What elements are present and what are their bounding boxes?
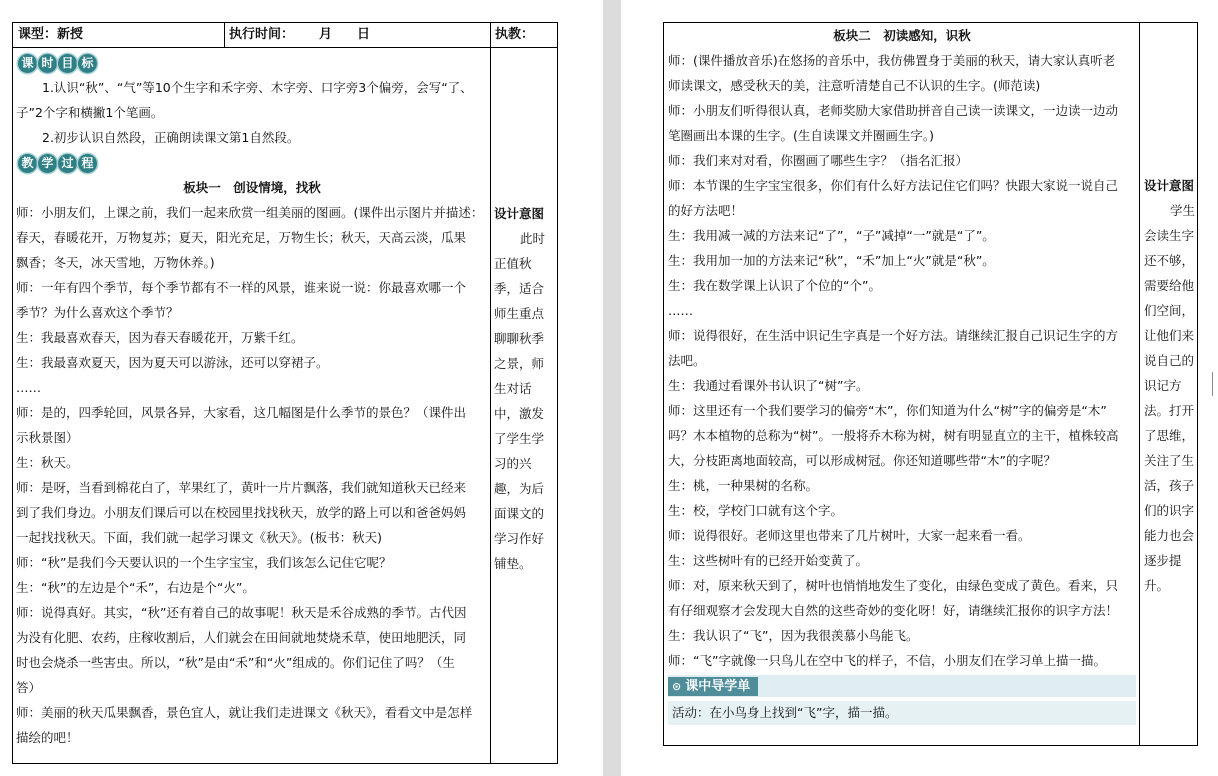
text-line: 会读生字 bbox=[1144, 228, 1195, 243]
text-line: 师：“飞”字就像一只鸟儿在空中飞的样子，不信，小朋友们在学习单上描一描。 bbox=[668, 653, 1106, 668]
text-line: 生：校，学校门口就有这个字。 bbox=[668, 503, 844, 518]
day-label: 日 bbox=[357, 27, 371, 42]
text-line: 师：“秋”是我们今天要认识的一个生字宝宝，我们该怎么记住它呢？ bbox=[16, 555, 392, 570]
text-line: 法吧。 bbox=[668, 353, 706, 368]
text-line: 升。 bbox=[1144, 578, 1170, 593]
badge-lesson-goals bbox=[18, 54, 97, 73]
text-line: 师：美丽的秋天瓜果飘香，景色宜人，就让我们走进课文《秋天》，看看文中是怎样 bbox=[16, 705, 473, 720]
text-line: 学习作好 bbox=[494, 531, 545, 546]
text-line: …… bbox=[668, 303, 693, 318]
text-line: 关注了生 bbox=[1144, 453, 1195, 468]
month-label: 月 bbox=[319, 27, 333, 42]
text-line: 铺垫。 bbox=[494, 556, 532, 571]
main-content-left bbox=[16, 50, 488, 750]
text-line: 大，分枝距离地面较高，可以形成树冠。你还知道哪些带“木”的字呢？ bbox=[668, 453, 1056, 468]
text-line: 生：秋天。 bbox=[16, 455, 79, 470]
design-intent-title: 设计意图 bbox=[1144, 178, 1195, 193]
text-line: 有仔细观察才会发现大自然的这些奇妙的变化呀！好，请继续汇报你的识字方法！ bbox=[668, 603, 1119, 618]
text-line: 了思维， bbox=[1144, 428, 1195, 443]
text-line: 师：说得很好。老师这里也带来了几片树叶，大家一起来看一看。 bbox=[668, 528, 1031, 543]
text-line: 识记方 bbox=[1144, 378, 1182, 393]
text-line: 趣，为后 bbox=[494, 481, 545, 496]
badge-char: 教 bbox=[18, 154, 37, 173]
lesson-table-left bbox=[12, 22, 558, 764]
text-line: 生：这些树叶有的已经开始变黄了。 bbox=[668, 553, 869, 568]
text-line: 春天，春暖花开，万物复苏；夏天，阳光充足，万物生长；秋天，天高云淡，瓜果 bbox=[16, 230, 467, 245]
text-line: 季节？为什么喜欢这个季节？ bbox=[16, 305, 179, 320]
block-title: 板块二 初读感知，识秋 bbox=[833, 28, 971, 43]
text-line: 学生 bbox=[1170, 203, 1196, 218]
text-line: 们的识字 bbox=[1144, 503, 1195, 518]
exec-time-label: 执行时间： bbox=[229, 27, 295, 42]
text-line: 师：本节课的生字宝宝很多，你们有什么好方法记住它们吗？快跟大家说一说自己 bbox=[668, 178, 1119, 193]
text-line: 师：说得真好。其实，“秋”还有着自己的故事呢！秋天是禾谷成熟的季节。古代因 bbox=[16, 605, 467, 620]
text-line: 一起找找秋天。下面，我们就一起学习课文《秋天》。(板书：秋天) bbox=[16, 530, 383, 545]
text-line: 师：我们来对对看，你圈画了哪些生字？（指名汇报） bbox=[668, 153, 969, 168]
text-line: 生：我在数学课上认识了个位的“个”。 bbox=[668, 278, 881, 293]
text-line: 正值秋 bbox=[494, 256, 532, 271]
text-line: 生：我用减一减的方法来记“了”，“子”减掉“一”就是“了”。 bbox=[668, 228, 995, 243]
text-line: 了学生学 bbox=[494, 431, 545, 446]
text-line: 师：是呀，当看到棉花白了，苹果红了，黄叶一片片飘落，我们就知道秋天已经来 bbox=[16, 480, 467, 495]
text-line: 时也会烧杀一些害虫。所以，“秋”是由“禾”和“火”组成的。你们记住了吗？（生 bbox=[16, 655, 455, 670]
text-line: 聊聊秋季 bbox=[494, 331, 545, 346]
design-intent-text bbox=[1144, 198, 1200, 598]
text-line: 师：是的，四季轮回，风景各异，大家看，这几幅图是什么季节的景色？（课件出 bbox=[16, 405, 467, 420]
text-line: 们空间， bbox=[1144, 303, 1195, 318]
text-line: 的好方法吧！ bbox=[668, 203, 744, 218]
text-line: 生：我认识了“飞”，因为我很羡慕小鸟能飞。 bbox=[668, 628, 919, 643]
ruler-marker bbox=[1212, 372, 1216, 396]
text-line: 师生重点 bbox=[494, 306, 545, 321]
right-page bbox=[621, 0, 1218, 776]
text-line: …… bbox=[16, 380, 41, 395]
text-line: 师：小朋友们，上课之前，我们一起来欣赏一组美丽的图画。(课件出示图片并描述： bbox=[16, 205, 484, 220]
lesson-type: 课型：新授 bbox=[18, 27, 84, 42]
text-line: 生对话 bbox=[494, 381, 532, 396]
side-column-divider bbox=[490, 23, 491, 763]
design-intent-right bbox=[1144, 173, 1200, 598]
text-line: 答） bbox=[16, 680, 42, 695]
text-line: 还不够， bbox=[1144, 253, 1195, 268]
text-line: 需要给他 bbox=[1144, 278, 1195, 293]
teacher-label: 执教： bbox=[495, 27, 535, 42]
goal-line: 子”2个字和横撇1个笔画。 bbox=[16, 105, 164, 120]
side-column-divider bbox=[1139, 23, 1140, 745]
badge-char: 程 bbox=[78, 154, 97, 173]
lesson-table-right bbox=[663, 22, 1198, 746]
design-intent-left bbox=[494, 201, 554, 576]
text-line: 能力也会 bbox=[1144, 528, 1195, 543]
left-page bbox=[0, 0, 603, 776]
text-line: 师：一年有四个季节，每个季节都有不一样的风景，谁来说一说：你最喜欢哪一个 bbox=[16, 280, 467, 295]
badge-char: 目 bbox=[58, 54, 77, 73]
text-line: 师：对，原来秋天到了，树叶也悄悄地发生了变化，由绿色变成了黄色。看来，只 bbox=[668, 578, 1119, 593]
text-line: 习的兴 bbox=[494, 456, 532, 471]
text-line: 说自己的 bbox=[1144, 353, 1195, 368]
text-line: 逐步提 bbox=[1144, 553, 1182, 568]
text-line: 生：我通过看课外书认识了“树”字。 bbox=[668, 378, 869, 393]
text-line: 生：“秋”的左边是个“禾”，右边是个“火”。 bbox=[16, 580, 255, 595]
text-line: 生：桃，一种果树的名称。 bbox=[668, 478, 819, 493]
text-line: 师读课文，感受秋天的美，注意听清楚自己不认识的生字。(师范读) bbox=[668, 78, 1041, 93]
text-line: 笔圈画出本课的生字。(生自读课文并圈画生字。) bbox=[668, 128, 935, 143]
play-circle-icon: ⊙ bbox=[672, 679, 682, 693]
text-line: 此时 bbox=[520, 231, 546, 246]
text-line: 吗？木本植物的总称为“树”。一般将乔木称为树，树有明显直立的主干，植株较高 bbox=[668, 428, 1119, 443]
text-line: 到了我们身边。小朋友们课后可以在校园里找找秋天，放学的路上可以和爸爸妈妈 bbox=[16, 505, 467, 520]
block-title: 板块一 创设情境，找秋 bbox=[183, 180, 321, 195]
text-line: 生：我最喜欢夏天，因为夏天可以游泳，还可以穿裙子。 bbox=[16, 355, 329, 370]
design-intent-title: 设计意图 bbox=[494, 206, 545, 221]
design-intent-text bbox=[494, 226, 554, 576]
text-line: 之景，师 bbox=[494, 356, 545, 371]
goal-line: 1.认识“秋”、“气”等10个生字和禾字旁、木字旁、口字旁3个偏旁，会写“了、 bbox=[42, 80, 473, 95]
table-header-row bbox=[13, 23, 557, 48]
main-content-right bbox=[668, 23, 1136, 725]
text-line: 飘香；冬天，冰天雪地，万物休养。) bbox=[16, 255, 215, 270]
lesson-text-right bbox=[668, 48, 1136, 673]
text-line: 为没有化肥、农药，庄稼收割后，人们就会在田间就地焚烧禾草，使田地肥沃，同 bbox=[16, 630, 467, 645]
text-line: 活，孩子 bbox=[1144, 478, 1195, 493]
text-line: 师：小朋友们听得很认真，老师奖励大家借助拼音自己读一读课文，一边读一边动 bbox=[668, 103, 1119, 118]
badge-char: 过 bbox=[58, 154, 77, 173]
text-line: 师：(课件播放音乐)在悠扬的音乐中，我仿佛置身于美丽的秋天，请大家认真听老 bbox=[668, 53, 1116, 68]
text-line: 描绘的吧！ bbox=[16, 730, 79, 745]
text-line: 季，适合 bbox=[494, 281, 545, 296]
goal-line: 2.初步认识自然段，正确朗读课文第1自然段。 bbox=[42, 130, 300, 145]
header-divider-1 bbox=[224, 23, 225, 47]
text-line: 师：说得很好，在生活中识记生字真是一个好方法。请继续汇报自己识记生字的方 bbox=[668, 328, 1119, 343]
badge-char: 时 bbox=[38, 54, 57, 73]
text-line: 面课文的 bbox=[494, 506, 545, 521]
text-line: 生：我最喜欢春天，因为春天春暖花开，万紫千红。 bbox=[16, 330, 304, 345]
badge-teaching-process bbox=[18, 154, 97, 173]
badge-char: 课 bbox=[18, 54, 37, 73]
text-line: 中，激发 bbox=[494, 406, 545, 421]
text-line: 示秋景图） bbox=[16, 430, 79, 445]
badge-char: 学 bbox=[38, 154, 57, 173]
text-line: 让他们来 bbox=[1144, 328, 1195, 343]
activity-bar: 活动：在小鸟身上找到“飞”字，描一描。 bbox=[668, 701, 1136, 725]
section-label: 课中导学单 bbox=[685, 678, 751, 694]
section-bar bbox=[668, 675, 1136, 697]
text-line: 师：这里还有一个我们要学习的偏旁“木”，你们知道为什么“树”字的偏旁是“木” bbox=[668, 403, 1107, 418]
text-line: 法。打开 bbox=[1144, 403, 1195, 418]
badge-char: 标 bbox=[78, 54, 97, 73]
section-tag bbox=[668, 677, 758, 696]
text-line: 生：我用加一加的方法来记“秋”，“禾”加上“火”就是“秋”。 bbox=[668, 253, 995, 268]
lesson-text-left bbox=[16, 200, 488, 750]
